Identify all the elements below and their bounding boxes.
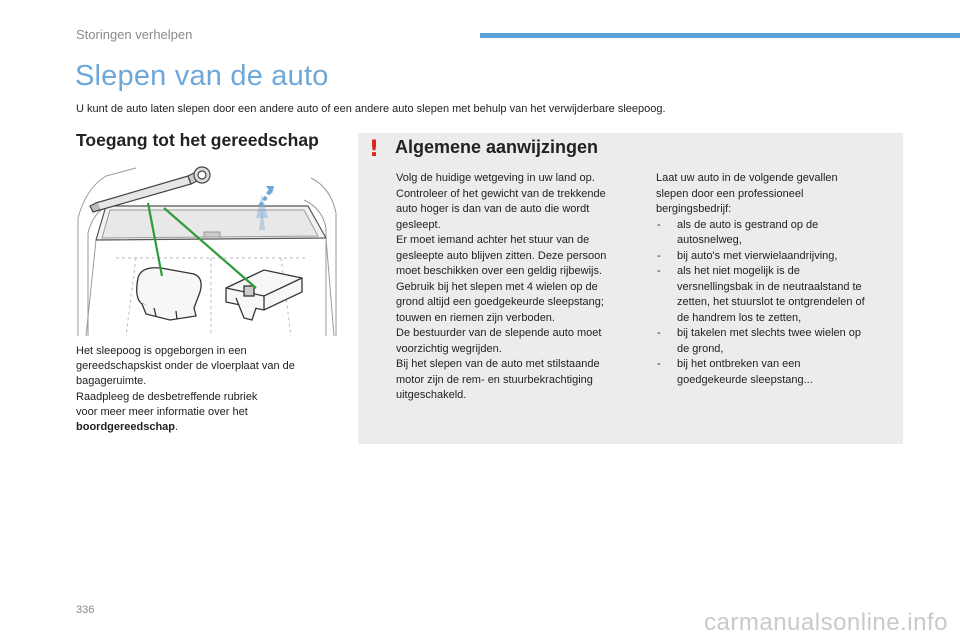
warning-col1-line: uitgeschakeld.	[396, 389, 467, 401]
left-body-line: Het sleepoog is opgeborgen in een	[76, 345, 247, 357]
list-item-line: bij het ontbreken van een	[677, 358, 801, 370]
warning-col1-line: Controleer of het gewicht van de trekkende	[396, 187, 606, 200]
warning-column-1	[396, 171, 644, 404]
car-trunk-tow-eye-illustration	[76, 158, 338, 336]
list-item	[656, 357, 896, 388]
list-item-line: de handrem los te zetten,	[677, 311, 802, 324]
list-item	[656, 264, 896, 326]
page-title: Slepen van de auto	[75, 60, 329, 92]
intro-text: U kunt de auto laten slepen door een andere auto of een andere auto slepen met behulp van het verwijderbare sleepoog.	[76, 103, 666, 115]
warning-col1-line: auto hoger is dan van de auto die wordt	[396, 203, 590, 215]
watermark: carmanualsonline.info	[704, 609, 948, 636]
list-item-line: als de auto is gestrand op de	[677, 218, 819, 231]
warning-col1-line: Volg de huidige wetgeving in uw land op.	[396, 172, 595, 184]
warning-col1-line: touwen en riemen zijn verboden.	[396, 311, 555, 324]
section-header: Storingen verhelpen	[76, 27, 193, 42]
warning-col1-line: grond altijd een goedgekeurde sleepstang;	[396, 296, 604, 308]
warning-col1-line: motor zijn de rem- en stuurbekrachtiging	[396, 373, 593, 386]
warning-col1-line: Gebruik bij het slepen met 4 wielen op de	[396, 280, 598, 293]
list-dash: -	[657, 218, 661, 231]
left-body-line: bagageruimte.	[76, 375, 147, 388]
warning-col2-list	[656, 218, 896, 389]
warning-col1-line: Bij het slepen van de auto met stilstaande	[396, 358, 600, 370]
list-item-line: bij auto's met vierwielaandrijving,	[677, 249, 838, 262]
left-body-line-last	[76, 420, 344, 435]
list-dash: -	[657, 358, 661, 370]
header-accent-bar	[480, 33, 960, 38]
warning-col2-intro-line: Laat uw auto in de volgende gevallen	[656, 172, 838, 184]
list-item-line: autosnelweg,	[677, 234, 742, 246]
warning-col1-line: gesleept.	[396, 218, 441, 231]
list-item-line: zetten, het stuurslot te ontgrendelen of	[677, 296, 865, 308]
warning-col1-line: gesleepte auto blijven zitten. Deze persoon	[396, 249, 607, 262]
warning-col1-line: voorzichtig wegrijden.	[396, 342, 502, 355]
warning-col2-intro-line: slepen door een professioneel	[656, 187, 804, 200]
list-dash: -	[657, 265, 661, 277]
list-item-line: de grond,	[677, 342, 724, 355]
list-dash: -	[657, 249, 661, 262]
list-item-line: als het niet mogelijk is de	[677, 265, 800, 277]
list-item-line: bij takelen met slechts twee wielen op	[677, 327, 862, 339]
left-body-line: gereedschapskist onder de vloerplaat van de	[76, 360, 295, 373]
list-item	[656, 326, 896, 357]
warning-col2-intro-line: bergingsbedrijf:	[656, 203, 732, 215]
page-number: 336	[76, 604, 95, 616]
warning-column-2	[656, 171, 896, 388]
list-item	[656, 218, 896, 249]
list-item-line: versnellingsbak in de neutraalstand te	[677, 280, 862, 293]
left-body-text	[76, 344, 344, 435]
left-body-period: .	[175, 421, 179, 434]
warning-exclamation-icon: !	[369, 137, 380, 162]
list-item	[656, 249, 896, 265]
left-heading: Toegang tot het gereedschap	[76, 130, 319, 150]
left-body-line: Raadpleeg de desbetreffende rubriek	[76, 390, 258, 403]
warning-col1-line: De bestuurder van de slepende auto moet	[396, 327, 602, 339]
left-body-line: voor meer meer informatie over het	[76, 405, 248, 418]
list-dash: -	[657, 327, 661, 339]
boordgereedschap-link: boordgereedschap	[76, 421, 176, 434]
list-item-line: goedgekeurde sleepstang...	[677, 373, 813, 386]
warning-col1-line: moet beschikken over een geldig rijbewijs.	[396, 265, 603, 277]
warning-col1-line: Er moet iemand achter het stuur van de	[396, 234, 590, 246]
warning-title: Algemene aanwijzingen	[395, 137, 599, 157]
